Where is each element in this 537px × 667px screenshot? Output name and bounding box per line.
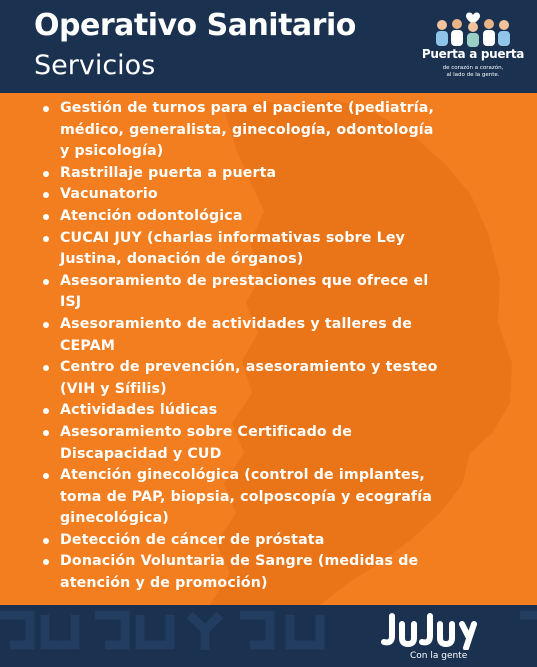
service-item-line: Detección de cáncer de próstata: [60, 531, 325, 548]
service-item-line: Actividades lúdicas: [60, 402, 218, 419]
badge-tagline-line-2: al lado de la gente.: [446, 72, 500, 78]
service-item: [40, 271, 510, 314]
service-item-line: médico, generalista, ginecología, odontología: [60, 121, 434, 138]
page-subtitle: Servicios: [34, 50, 156, 81]
service-item-line: Donación Voluntaria de Sangre (medidas de: [60, 553, 419, 570]
bullet-dot-icon: [43, 430, 49, 436]
service-item-line: y psicología): [60, 143, 164, 160]
service-item: [40, 314, 510, 357]
bullet-dot-icon: [43, 192, 49, 198]
service-item-line: Asesoramiento de actividades y talleres de: [60, 315, 412, 332]
header-bar: [0, 0, 537, 93]
service-item: [40, 184, 510, 206]
bullet-dot-icon: [43, 365, 49, 371]
puerta-a-puerta-badge: [418, 10, 528, 86]
service-item-line: Atención odontológica: [60, 207, 243, 224]
service-item: [40, 551, 510, 594]
service-item-line: ISJ: [60, 294, 82, 311]
service-item: [40, 98, 510, 163]
bullet-dot-icon: [43, 236, 49, 242]
bullet-dot-icon: [43, 279, 49, 285]
bullet-dot-icon: [43, 559, 49, 565]
bullet-dot-icon: [43, 408, 49, 414]
service-item: [40, 163, 510, 185]
service-item-line: Atención ginecológica (control de implantes,: [60, 467, 425, 484]
service-item-line: Asesoramiento de prestaciones que ofrece el: [60, 272, 429, 289]
bullet-dot-icon: [43, 214, 49, 220]
service-item: [40, 206, 510, 228]
service-item-line: Vacunatorio: [60, 186, 158, 203]
service-item: [40, 422, 510, 465]
service-item: [40, 357, 510, 400]
bullet-dot-icon: [43, 538, 49, 544]
service-item-line: Justina, donación de órganos): [60, 251, 304, 268]
service-item: [40, 400, 510, 422]
bullet-dot-icon: [43, 473, 49, 479]
bullet-dot-icon: [43, 322, 49, 328]
badge-title: Puerta a puerta: [421, 47, 525, 61]
service-item-line: Gestión de turnos para el paciente (pediatría,: [60, 100, 435, 116]
service-item-line: CUCAI JUY (charlas informativas sobre Ley: [60, 229, 405, 246]
bullet-dot-icon: [43, 171, 49, 177]
service-item: [40, 530, 510, 552]
service-item-line: (VIH y Sífilis): [60, 380, 167, 397]
page-title: Operativo Sanitario: [34, 8, 356, 43]
service-item-line: ginecológica): [60, 510, 169, 527]
service-item-line: CEPAM: [60, 337, 116, 354]
service-item: [40, 228, 510, 271]
service-item-line: toma de PAP, biopsia, colposcopía y ecografía: [60, 488, 432, 505]
service-item-line: Asesoramiento sobre Certificado de: [60, 423, 352, 440]
service-item-line: Rastrillaje puerta a puerta: [60, 164, 277, 181]
jujuy-logo-icon: [380, 610, 490, 650]
service-item-line: Discapacidad y CUD: [60, 445, 222, 462]
service-item-line: Centro de prevención, asesoramiento y testeo: [60, 359, 438, 376]
service-item-line: atención y de promoción): [60, 575, 268, 592]
badge-tagline-line-1: de corazón a corazón,: [442, 65, 504, 71]
health-team-icon: [428, 10, 518, 50]
brand-tagline: Con la gente: [410, 651, 468, 661]
services-list: [40, 98, 510, 595]
bullet-dot-icon: [43, 106, 49, 112]
service-item: [40, 465, 510, 530]
